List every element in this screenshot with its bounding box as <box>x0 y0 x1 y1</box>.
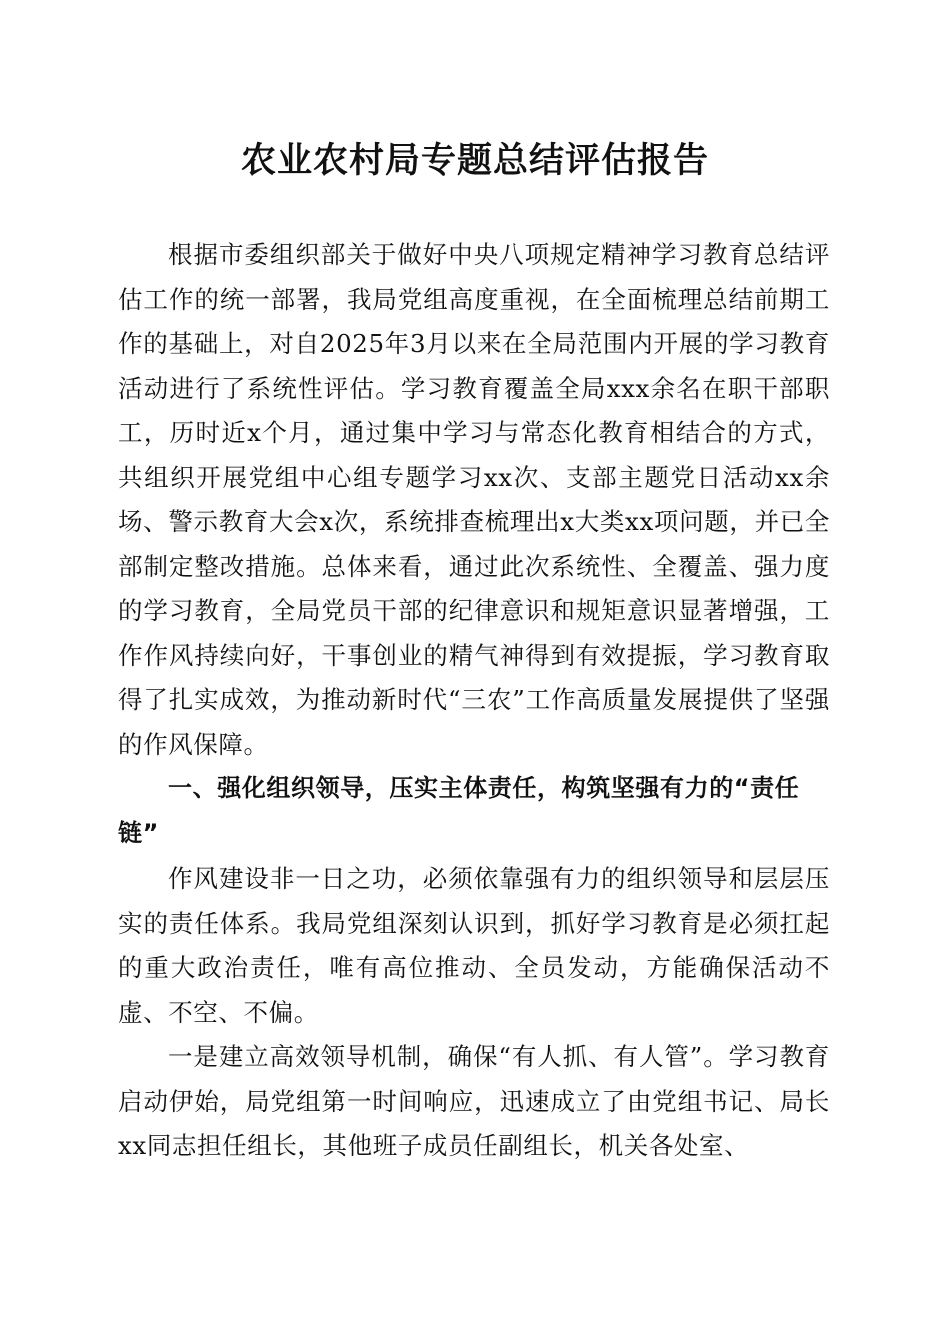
section-1-paragraph: 作风建设非一日之功，必须依靠强有力的组织领导和层层压实的责任体系。我局党组深刻认识到，抓好学习教育是必须扛起的重大政治责任，唯有高位推动、全员发动，方能确保活动不虚、不空、不偏。 <box>118 864 830 1027</box>
point-1-paragraph <box>118 1035 830 1169</box>
point-1-text: 学习教育启动伊始，局党组第一时间响应，迅速成立了由党组书记、局长xx同志担任组长，其他班子成员任副组长，机关各处室、 <box>118 1042 830 1160</box>
intro-paragraph: 根据市委组织部关于做好中央八项规定精神学习教育总结评估工作的统一部署，我局党组高度重视，在全面梳理总结前期工作的基础上，对自2025年3月以来在全局范围内开展的学习教育活动进行了系统性评估。学习教育覆盖全局xxx余名在职干部职工，历时近x个月，通过集中学习与常态化教育相结合的方式，共组织开展党组中心组专题学习xx次、支部主题党日活动xx余场、警示教育大会x次，系统排查梳理出x大类xx项问题，并已全部制定整改措施。总体来看，通过此次系统性、全覆盖、强力度的学习教育，全局党员干部的纪律意识和规矩意识显著增强，工作作风持续向好，干事创业的精气神得到有效提振，学习教育取得了扎实成效，为推动新时代“三农”工作高质量发展提供了坚强的作风保障。 <box>118 240 830 759</box>
point-1-lead: 一是建立高效领导机制，确保“有人抓、有人管”。 <box>168 1042 729 1071</box>
section-heading-1: 一、强化组织领导，压实主体责任，构筑坚强有力的“责任链” <box>118 774 800 847</box>
document-title: 农业农村局专题总结评估报告 <box>240 140 709 181</box>
